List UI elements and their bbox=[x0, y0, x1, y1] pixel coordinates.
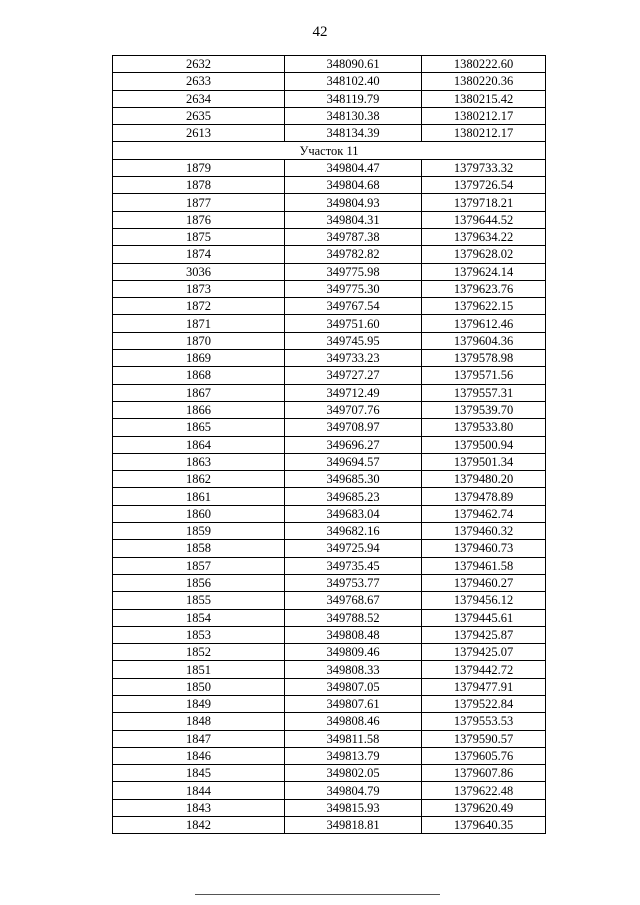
y-coordinate-cell: 1379571.56 bbox=[422, 367, 546, 384]
point-number-cell: 1872 bbox=[113, 298, 285, 315]
point-number-cell: 1868 bbox=[113, 367, 285, 384]
x-coordinate-cell: 349733.23 bbox=[285, 350, 422, 367]
coordinates-table bbox=[112, 55, 546, 834]
y-coordinate-cell: 1379622.48 bbox=[422, 782, 546, 799]
point-number-cell: 1863 bbox=[113, 453, 285, 470]
point-number-cell: 1866 bbox=[113, 401, 285, 418]
y-coordinate-cell: 1379604.36 bbox=[422, 332, 546, 349]
y-coordinate-cell: 1379726.54 bbox=[422, 177, 546, 194]
y-coordinate-cell: 1380212.17 bbox=[422, 107, 546, 124]
y-coordinate-cell: 1379445.61 bbox=[422, 609, 546, 626]
table-row bbox=[113, 695, 546, 712]
x-coordinate-cell: 349694.57 bbox=[285, 453, 422, 470]
table-row bbox=[113, 159, 546, 176]
x-coordinate-cell: 349807.61 bbox=[285, 695, 422, 712]
x-coordinate-cell: 348090.61 bbox=[285, 56, 422, 73]
point-number-cell: 2634 bbox=[113, 90, 285, 107]
table-row bbox=[113, 384, 546, 401]
point-number-cell: 1853 bbox=[113, 626, 285, 643]
point-number-cell: 1843 bbox=[113, 799, 285, 816]
x-coordinate-cell: 348102.40 bbox=[285, 73, 422, 90]
point-number-cell: 1879 bbox=[113, 159, 285, 176]
point-number-cell: 1875 bbox=[113, 228, 285, 245]
x-coordinate-cell: 349725.94 bbox=[285, 540, 422, 557]
table-row bbox=[113, 713, 546, 730]
x-coordinate-cell: 349696.27 bbox=[285, 436, 422, 453]
y-coordinate-cell: 1379460.73 bbox=[422, 540, 546, 557]
table-row bbox=[113, 436, 546, 453]
x-coordinate-cell: 349708.97 bbox=[285, 419, 422, 436]
y-coordinate-cell: 1379477.91 bbox=[422, 678, 546, 695]
table-row bbox=[113, 401, 546, 418]
x-coordinate-cell: 349787.38 bbox=[285, 228, 422, 245]
table-row bbox=[113, 125, 546, 142]
point-number-cell: 1869 bbox=[113, 350, 285, 367]
point-number-cell: 1874 bbox=[113, 246, 285, 263]
table-row bbox=[113, 177, 546, 194]
y-coordinate-cell: 1379607.86 bbox=[422, 765, 546, 782]
x-coordinate-cell: 349775.98 bbox=[285, 263, 422, 280]
table-row bbox=[113, 194, 546, 211]
table-row bbox=[113, 609, 546, 626]
point-number-cell: 1859 bbox=[113, 523, 285, 540]
table-row bbox=[113, 488, 546, 505]
table-row bbox=[113, 661, 546, 678]
y-coordinate-cell: 1380222.60 bbox=[422, 56, 546, 73]
x-coordinate-cell: 349808.33 bbox=[285, 661, 422, 678]
table-row bbox=[113, 280, 546, 297]
x-coordinate-cell: 349809.46 bbox=[285, 644, 422, 661]
point-number-cell: 2613 bbox=[113, 125, 285, 142]
x-coordinate-cell: 349802.05 bbox=[285, 765, 422, 782]
x-coordinate-cell: 349808.46 bbox=[285, 713, 422, 730]
point-number-cell: 1844 bbox=[113, 782, 285, 799]
y-coordinate-cell: 1379461.58 bbox=[422, 557, 546, 574]
y-coordinate-cell: 1379460.32 bbox=[422, 523, 546, 540]
point-number-cell: 1847 bbox=[113, 730, 285, 747]
point-number-cell: 1871 bbox=[113, 315, 285, 332]
y-coordinate-cell: 1379605.76 bbox=[422, 747, 546, 764]
y-coordinate-cell: 1379425.87 bbox=[422, 626, 546, 643]
x-coordinate-cell: 349735.45 bbox=[285, 557, 422, 574]
y-coordinate-cell: 1379480.20 bbox=[422, 471, 546, 488]
y-coordinate-cell: 1379590.57 bbox=[422, 730, 546, 747]
table-row bbox=[113, 350, 546, 367]
table-row bbox=[113, 298, 546, 315]
point-number-cell: 1861 bbox=[113, 488, 285, 505]
x-coordinate-cell: 348134.39 bbox=[285, 125, 422, 142]
point-number-cell: 1855 bbox=[113, 592, 285, 609]
point-number-cell: 1862 bbox=[113, 471, 285, 488]
table-row bbox=[113, 574, 546, 591]
table-row bbox=[113, 626, 546, 643]
x-coordinate-cell: 349707.76 bbox=[285, 401, 422, 418]
table-row bbox=[113, 782, 546, 799]
table-row bbox=[113, 246, 546, 263]
y-coordinate-cell: 1379612.46 bbox=[422, 315, 546, 332]
x-coordinate-cell: 349818.81 bbox=[285, 817, 422, 834]
y-coordinate-cell: 1379460.27 bbox=[422, 574, 546, 591]
point-number-cell: 1867 bbox=[113, 384, 285, 401]
table-row bbox=[113, 332, 546, 349]
table-row bbox=[113, 453, 546, 470]
y-coordinate-cell: 1379634.22 bbox=[422, 228, 546, 245]
point-number-cell: 3036 bbox=[113, 263, 285, 280]
table-row bbox=[113, 73, 546, 90]
table-row bbox=[113, 644, 546, 661]
point-number-cell: 1870 bbox=[113, 332, 285, 349]
point-number-cell: 2632 bbox=[113, 56, 285, 73]
y-coordinate-cell: 1379478.89 bbox=[422, 488, 546, 505]
coordinates-table-body bbox=[113, 56, 546, 834]
point-number-cell: 2635 bbox=[113, 107, 285, 124]
x-coordinate-cell: 348119.79 bbox=[285, 90, 422, 107]
point-number-cell: 1856 bbox=[113, 574, 285, 591]
y-coordinate-cell: 1379557.31 bbox=[422, 384, 546, 401]
y-coordinate-cell: 1379553.53 bbox=[422, 713, 546, 730]
page-number: 42 bbox=[312, 24, 328, 40]
y-coordinate-cell: 1380215.42 bbox=[422, 90, 546, 107]
point-number-cell: 1850 bbox=[113, 678, 285, 695]
y-coordinate-cell: 1379640.35 bbox=[422, 817, 546, 834]
table-row bbox=[113, 263, 546, 280]
table-row bbox=[113, 523, 546, 540]
y-coordinate-cell: 1379628.02 bbox=[422, 246, 546, 263]
point-number-cell: 1846 bbox=[113, 747, 285, 764]
table-row bbox=[113, 90, 546, 107]
point-number-cell: 1878 bbox=[113, 177, 285, 194]
y-coordinate-cell: 1379624.14 bbox=[422, 263, 546, 280]
y-coordinate-cell: 1379623.76 bbox=[422, 280, 546, 297]
point-number-cell: 1848 bbox=[113, 713, 285, 730]
table-row bbox=[113, 107, 546, 124]
y-coordinate-cell: 1379620.49 bbox=[422, 799, 546, 816]
point-number-cell: 1858 bbox=[113, 540, 285, 557]
y-coordinate-cell: 1380212.17 bbox=[422, 125, 546, 142]
y-coordinate-cell: 1379425.07 bbox=[422, 644, 546, 661]
y-coordinate-cell: 1379718.21 bbox=[422, 194, 546, 211]
table-row bbox=[113, 765, 546, 782]
x-coordinate-cell: 349712.49 bbox=[285, 384, 422, 401]
x-coordinate-cell: 349804.79 bbox=[285, 782, 422, 799]
x-coordinate-cell: 349685.23 bbox=[285, 488, 422, 505]
point-number-cell: 1873 bbox=[113, 280, 285, 297]
section-header-row bbox=[113, 142, 546, 159]
x-coordinate-cell: 349775.30 bbox=[285, 280, 422, 297]
table-row bbox=[113, 557, 546, 574]
x-coordinate-cell: 349682.16 bbox=[285, 523, 422, 540]
y-coordinate-cell: 1379500.94 bbox=[422, 436, 546, 453]
y-coordinate-cell: 1379578.98 bbox=[422, 350, 546, 367]
table-row bbox=[113, 592, 546, 609]
y-coordinate-cell: 1379622.15 bbox=[422, 298, 546, 315]
x-coordinate-cell: 349685.30 bbox=[285, 471, 422, 488]
x-coordinate-cell: 349811.58 bbox=[285, 730, 422, 747]
table-row bbox=[113, 315, 546, 332]
table-row bbox=[113, 471, 546, 488]
table-row bbox=[113, 678, 546, 695]
x-coordinate-cell: 349813.79 bbox=[285, 747, 422, 764]
x-coordinate-cell: 348130.38 bbox=[285, 107, 422, 124]
point-number-cell: 1854 bbox=[113, 609, 285, 626]
table-row bbox=[113, 419, 546, 436]
point-number-cell: 1852 bbox=[113, 644, 285, 661]
table-row bbox=[113, 228, 546, 245]
x-coordinate-cell: 349751.60 bbox=[285, 315, 422, 332]
footer-rule bbox=[195, 894, 440, 895]
x-coordinate-cell: 349804.93 bbox=[285, 194, 422, 211]
table-row bbox=[113, 211, 546, 228]
x-coordinate-cell: 349804.31 bbox=[285, 211, 422, 228]
table-row bbox=[113, 540, 546, 557]
x-coordinate-cell: 349683.04 bbox=[285, 505, 422, 522]
point-number-cell: 1877 bbox=[113, 194, 285, 211]
point-number-cell: 1864 bbox=[113, 436, 285, 453]
table-row bbox=[113, 730, 546, 747]
point-number-cell: 1845 bbox=[113, 765, 285, 782]
section-title: Участок 11 bbox=[113, 142, 546, 159]
table-row bbox=[113, 747, 546, 764]
point-number-cell: 1876 bbox=[113, 211, 285, 228]
table-row bbox=[113, 817, 546, 834]
x-coordinate-cell: 349753.77 bbox=[285, 574, 422, 591]
x-coordinate-cell: 349804.47 bbox=[285, 159, 422, 176]
point-number-cell: 1860 bbox=[113, 505, 285, 522]
x-coordinate-cell: 349727.27 bbox=[285, 367, 422, 384]
y-coordinate-cell: 1379442.72 bbox=[422, 661, 546, 678]
x-coordinate-cell: 349807.05 bbox=[285, 678, 422, 695]
table-row bbox=[113, 505, 546, 522]
x-coordinate-cell: 349782.82 bbox=[285, 246, 422, 263]
point-number-cell: 1849 bbox=[113, 695, 285, 712]
table-row bbox=[113, 367, 546, 384]
x-coordinate-cell: 349808.48 bbox=[285, 626, 422, 643]
x-coordinate-cell: 349804.68 bbox=[285, 177, 422, 194]
y-coordinate-cell: 1379733.32 bbox=[422, 159, 546, 176]
table-row bbox=[113, 799, 546, 816]
y-coordinate-cell: 1379522.84 bbox=[422, 695, 546, 712]
y-coordinate-cell: 1379533.80 bbox=[422, 419, 546, 436]
y-coordinate-cell: 1379501.34 bbox=[422, 453, 546, 470]
point-number-cell: 1851 bbox=[113, 661, 285, 678]
x-coordinate-cell: 349815.93 bbox=[285, 799, 422, 816]
point-number-cell: 1865 bbox=[113, 419, 285, 436]
point-number-cell: 2633 bbox=[113, 73, 285, 90]
x-coordinate-cell: 349768.67 bbox=[285, 592, 422, 609]
point-number-cell: 1842 bbox=[113, 817, 285, 834]
x-coordinate-cell: 349767.54 bbox=[285, 298, 422, 315]
y-coordinate-cell: 1379462.74 bbox=[422, 505, 546, 522]
y-coordinate-cell: 1379644.52 bbox=[422, 211, 546, 228]
table-row bbox=[113, 56, 546, 73]
x-coordinate-cell: 349745.95 bbox=[285, 332, 422, 349]
point-number-cell: 1857 bbox=[113, 557, 285, 574]
y-coordinate-cell: 1379539.70 bbox=[422, 401, 546, 418]
y-coordinate-cell: 1380220.36 bbox=[422, 73, 546, 90]
y-coordinate-cell: 1379456.12 bbox=[422, 592, 546, 609]
x-coordinate-cell: 349788.52 bbox=[285, 609, 422, 626]
